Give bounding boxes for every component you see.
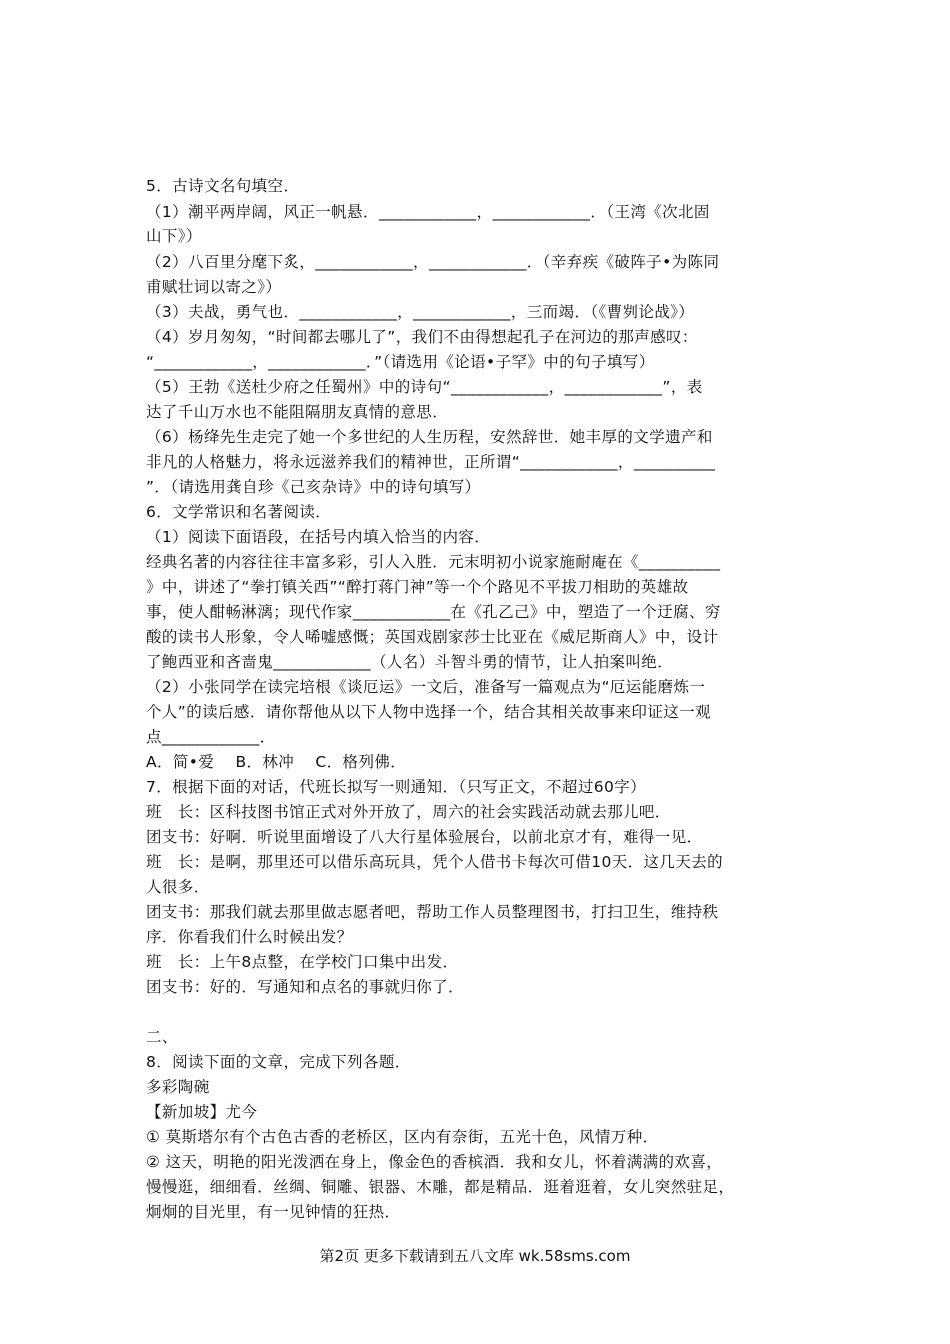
section-heading: 二、 — [146, 1028, 178, 1046]
q5-item2-line2: 甫赋壮词以寄之》） — [146, 278, 282, 296]
article-author: 【新加坡】尤今 — [146, 1103, 258, 1121]
article-para2-line1: ② 这天，明艳的阳光泼洒在身上，像金色的香槟酒．我和女儿，怀着满满的欢喜， — [146, 1153, 723, 1171]
q5-item4-line1: （4）岁月匆匆，“时间都去哪儿了”，我们不由得想起孔子在河边的那声感叹： — [146, 328, 698, 346]
q5-item4-line2: “____________，____________．”（请选用《论语•子罕》中的句子填写） — [146, 353, 655, 371]
q5-heading: 5．古诗文名句填空． — [146, 177, 300, 195]
q5-item1-line1: （1）潮平两岸阔，风正一帆悬．____________，____________．（王湾《次北固 — [146, 203, 710, 221]
q5-item2-line1: （2）八百里分麾下炙，____________，____________．（辛弃疾《破阵子•为陈同 — [146, 253, 720, 271]
page-footer: 第2页 更多下载请到五八文库 wk.58sms.com — [319, 1247, 631, 1265]
q5-item5-line2: 达了千山万水也不能阻隔朋友真情的意思． — [146, 403, 449, 421]
article-para1: ① 莫斯塔尔有个古色古香的老桥区，区内有奈街，五光十色，风情万种． — [146, 1128, 659, 1146]
article-para2-line3: 炯炯的目光里，有一见钟情的狂热． — [146, 1203, 401, 1221]
q6-part2-line3: 点____________． — [146, 728, 276, 746]
q5-item5-line1: （5）王勃《送杜少府之任蜀州》中的诗句“____________，____________”，表 — [146, 378, 703, 396]
q7-dialogue-3-line2: 人很多． — [146, 878, 210, 896]
q5-item6-line1: （6）杨绛先生走完了她一个多世纪的人生历程，安然辞世．她丰厚的文学遗产和 — [146, 428, 713, 446]
q6-passage-line3: 事，使人酣畅淋漓；现代作家____________在《孔乙己》中，塑造了一个迂腐、穷 — [146, 603, 721, 621]
article-para2-line2: 慢慢逛，细细看．丝绸、铜雕、银器、木雕，都是精品．逛着逛着，女儿突然驻足， — [146, 1178, 735, 1196]
q7-dialogue-6: 团支书：好的．写通知和点名的事就归你了． — [146, 978, 465, 996]
q6-passage-line1: 经典名著的内容往往丰富多彩，引人入胜．元末明初小说家施耐庵在《__________ — [146, 553, 721, 571]
q7-dialogue-3-line1: 班 长：是啊，那里还可以借乐高玩具，凭个人借书卡每次可借10天．这几天去的 — [146, 853, 724, 871]
q6-passage-line5: 了鲍西亚和吝啬鬼____________（人名）斗智斗勇的情节，让人拍案叫绝． — [146, 653, 674, 671]
q7-dialogue-4-line1: 团支书：那我们就去那里做志愿者吧，帮助工作人员整理图书，打扫卫生，维持秩 — [146, 903, 719, 921]
q6-part2-line2: 个人”的读后感．请你帮他从以下人物中选择一个，结合其相关故事来印证这一观 — [146, 703, 711, 721]
q7-dialogue-5: 班 长：上午8点整，在学校门口集中出发． — [146, 953, 459, 971]
q7-dialogue-2: 团支书：好啊．听说里面增设了八大行星体验展台，以前北京才有，难得一见． — [146, 828, 703, 846]
q7-dialogue-1: 班 长：区科技图书馆正式对外开放了，周六的社会实践活动就去那儿吧． — [146, 803, 671, 821]
q6-heading: 6．文学常识和名著阅读． — [146, 503, 332, 521]
q5-item3: （3）夫战，勇气也．____________，____________，三而竭．（《曹刿论战》） — [146, 303, 695, 321]
q6-options: A．简•爱 B．林冲 C．格列佛． — [146, 753, 407, 771]
q5-item1-line2: 山下》） — [146, 227, 202, 245]
q5-item6-line3: ”．（请选用龚自珍《己亥杂诗》中的诗句填写） — [146, 478, 481, 496]
article-title: 多彩陶碗 — [146, 1078, 210, 1096]
q7-dialogue-4-line2: 序．你看我们什么时候出发？ — [146, 928, 353, 946]
q6-passage-line4: 酸的读书人形象，令人唏嘘感慨；英国戏剧家莎士比亚在《威尼斯商人》中，设计 — [146, 628, 719, 646]
q7-heading: 7．根据下面的对话，代班长拟写一则通知．（只写正文，不超过60字） — [146, 778, 647, 796]
q8-heading: 8．阅读下面的文章，完成下列各题． — [146, 1053, 411, 1071]
q6-part2-line1: （2）小张同学在读完培根《谈厄运》一文后，准备写一篇观点为“厄运能磨炼一 — [146, 678, 706, 696]
q5-item6-line2: 非凡的人格魅力，将永远滋养我们的精神世，正所谓“____________，__________ — [146, 453, 716, 471]
q6-passage-line2: 》中，讲述了“拳打镇关西”“醉打蒋门神”等一个个路见不平拔刀相助的英雄故 — [146, 578, 689, 596]
q6-part1-prompt: （1）阅读下面语段，在括号内填入恰当的内容． — [146, 528, 491, 546]
